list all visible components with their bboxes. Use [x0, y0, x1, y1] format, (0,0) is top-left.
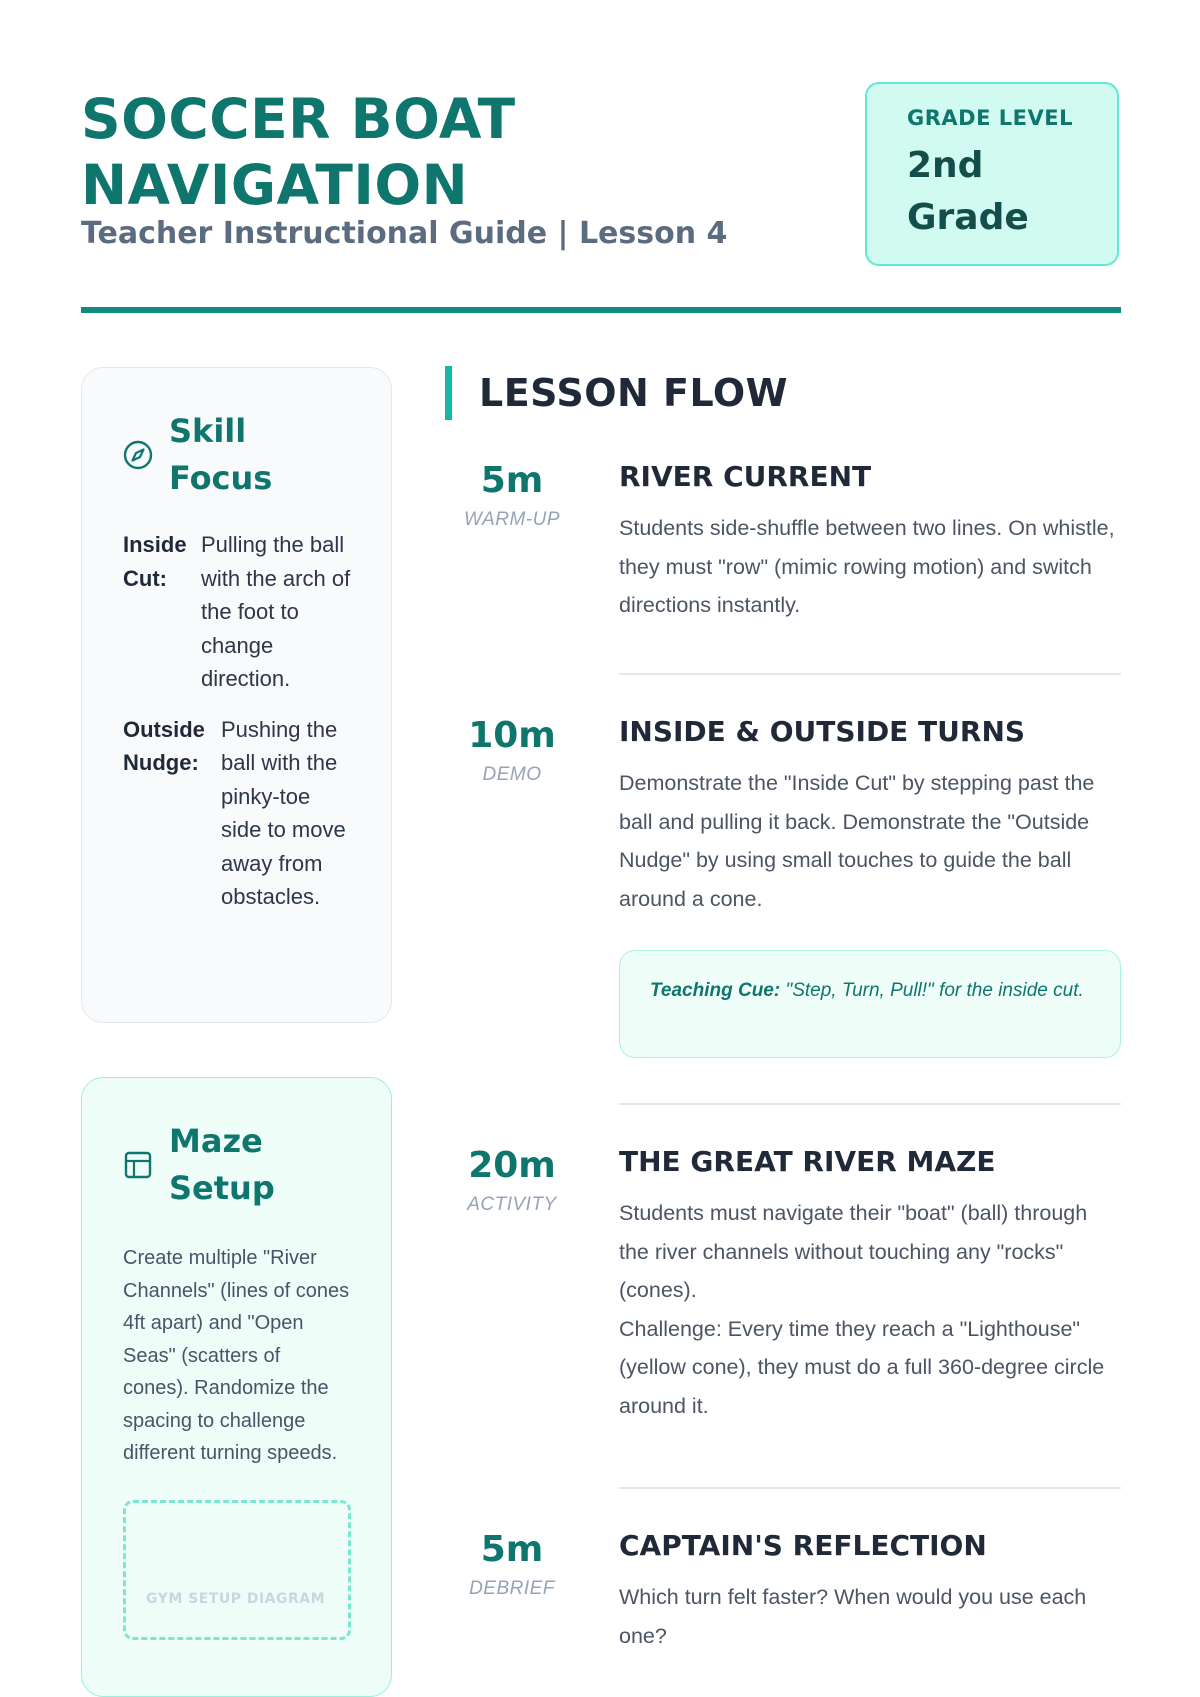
- step-title: THE GREAT RIVER MAZE: [619, 1145, 996, 1178]
- page-subtitle: Teacher Instructional Guide | Lesson 4: [81, 216, 728, 251]
- step-title: INSIDE & OUTSIDE TURNS: [619, 715, 1026, 748]
- skill-focus-header: [123, 408, 351, 502]
- teaching-cue-label: Teaching Cue:: [650, 980, 781, 1001]
- step-duration: 5m: [480, 460, 544, 501]
- page-title: SOCCER BOAT NAVIGATION: [81, 87, 516, 217]
- step-description: Students side-shuffle between two lines. On whistle, they must "row" (mimic rowing motion) and switch directions instantly.: [619, 516, 1115, 617]
- maze-setup-header: [123, 1118, 351, 1212]
- compass-icon: [123, 440, 153, 470]
- grade-level-label: GRADE LEVEL: [907, 106, 1073, 130]
- step-duration: 20m: [468, 1145, 556, 1186]
- maze-setup-card: [81, 1077, 392, 1697]
- maze-setup-text: Create multiple "River Channels" (lines of cones 4ft apart) and "Open Seas" (scatters of cones). Randomize the spacing to challenge different turning speeds.: [123, 1247, 350, 1464]
- step-body: [619, 459, 1121, 625]
- step-divider: [619, 1103, 1121, 1105]
- skill-focus-title: Skill Focus: [169, 412, 273, 497]
- step-time: [445, 714, 579, 786]
- step-body: [619, 714, 1121, 1058]
- skill-item-inside-cut: [123, 528, 351, 696]
- step-time: [445, 1144, 579, 1216]
- page-header: [81, 80, 1121, 312]
- step-description: Students must navigate their "boat" (ball) through the river channels without touching any "rocks" (cones).: [619, 1201, 1088, 1302]
- lesson-flow-accent-bar: [445, 366, 452, 420]
- skill-desc: Pulling the ball with the arch of the foot to change direction.: [201, 532, 351, 691]
- step-title: CAPTAIN'S REFLECTION: [619, 1529, 987, 1562]
- skill-list: [123, 528, 351, 914]
- step-description: Which turn felt faster? When would you use each one?: [619, 1585, 1087, 1648]
- teaching-cue-text: "Step, Turn, Pull!" for the inside cut.: [780, 980, 1084, 1001]
- step-title: RIVER CURRENT: [619, 460, 872, 493]
- step-time: [445, 1528, 579, 1600]
- lesson-flow: [445, 366, 1121, 1648]
- step-divider: [619, 673, 1121, 675]
- step-description: Demonstrate the "Inside Cut" by stepping past the ball and pulling it back. Demonstrate the "Outside Nudge" by using small touches to guide the ball around a cone.: [619, 771, 1095, 911]
- step-duration: 5m: [480, 1529, 544, 1570]
- skill-focus-card: [81, 367, 392, 1023]
- maze-setup-title: Maze Setup: [169, 1122, 275, 1207]
- header-divider: [81, 307, 1121, 313]
- step-body: [619, 1528, 1121, 1655]
- gym-setup-diagram-placeholder: [123, 1500, 351, 1640]
- step-phase: DEMO: [482, 764, 542, 785]
- grade-level-value: 2nd Grade: [907, 145, 1029, 238]
- lesson-flow-title: LESSON FLOW: [479, 371, 789, 415]
- grade-level-badge: [865, 82, 1119, 266]
- step-divider: [619, 1487, 1121, 1489]
- skill-term: Inside Cut:: [123, 532, 187, 591]
- step-body: [619, 1144, 1121, 1425]
- step-challenge: Challenge: Every time they reach a "Lighthouse" (yellow cone), they must do a full 360-degree circle around it.: [619, 1316, 1105, 1418]
- step-phase: DEBRIEF: [469, 1578, 555, 1599]
- step-time: [445, 459, 579, 531]
- layout-icon: [123, 1150, 153, 1180]
- teaching-cue-box: [619, 950, 1121, 1058]
- step-phase: WARM-UP: [463, 509, 561, 530]
- skill-term: Outside Nudge:: [123, 716, 205, 775]
- step-duration: 10m: [468, 715, 556, 756]
- gym-setup-diagram-label: GYM SETUP DIAGRAM: [146, 1590, 326, 1607]
- skill-item-outside-nudge: [123, 713, 351, 914]
- skill-desc: Pushing the ball with the pinky-toe side to move away from obstacles.: [221, 716, 346, 909]
- step-phase: ACTIVITY: [467, 1194, 557, 1215]
- lesson-flow-header: [445, 366, 1121, 420]
